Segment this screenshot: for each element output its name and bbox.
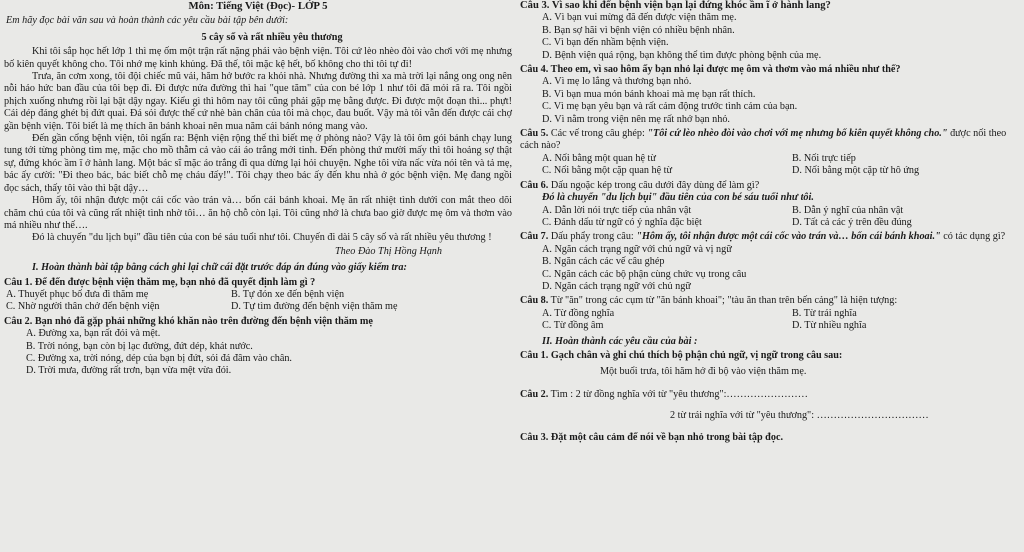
- section2-c2-b[interactable]: 2 từ trái nghĩa với từ "yêu thương": ……………………………: [670, 410, 929, 422]
- story-paragraph-2: Trưa, ăn cơm xong, tôi đội chiếc mũ vải, hăm hở bước ra khỏi nhà. Nhưng đường thì xa mà trời lại nắng ong ong nên nỗi háo hức ban đầu của tôi bẹp đi. Đi được nửa đường thì hai "que tăm" của con bé lớp 1 như tôi đã mỏi rã ra. Tôi ngồi phịch xuống nhưng rồi lại bật dậy ngay. Kiểu gì thì hôm nay tôi cũng phải gặp mẹ bằng được. Đi được một đoạn thì... phựt! Cái dép đáng ghét bị đứt quai. Đá sỏi được thể cứ nhè bàn chân của tôi mà chọc, đau buốt. Vậy mà tôi vẫn đến được cái chợ gần bệnh viện. Tôi biết là mẹ thích ăn bánh khoai nên mua năm cái bánh nóng mang vào.: [4, 71, 512, 132]
- q7-option-b[interactable]: B. Ngăn cách các vế câu ghép: [542, 256, 665, 268]
- q4-question: Câu 4. Theo em, vì sao hôm ấy bạn nhỏ lại được mẹ ôm và thơm vào má nhiều như thế?: [520, 64, 901, 76]
- section2-c1: Câu 1. Gạch chân và ghi chú thích bộ phận chủ ngữ, vị ngữ trong câu sau:: [520, 349, 843, 361]
- q5-tail: được nối theo cách nào?: [520, 128, 1007, 152]
- q1-option-d[interactable]: D. Tự tìm đường đến bệnh viện thăm mẹ: [231, 301, 398, 313]
- story-paragraph-3: Đến gần cổng bệnh viện, tôi ngẩn ra: Bệnh viện rộng thế thì biết mẹ ở phòng nào? Vậy là tôi ôm gói bánh chạy lung tung tới từng phòng tìm mẹ, mặc cho mồ thẫm cả vào cái áo trắng mới tinh. Đến phòng thứ mười mấy thì tôi hoảng sợ thật sự, đứng khóc ầm ĩ ở hành lang. Một bác sĩ mặc áo trắng đi qua dừng lại hỏi chuyện. Nghe tôi vừa nấc vừa nói tên và tả mẹ, bác ấy cười: "Đi theo bác, bác biết chỗ mẹ cháu đấy!". Tôi chạy theo bác ấy đến khu nhà ở góc bệnh viện. Mẹ đang ngồi đọc sách, thấy tôi vào thì bật dậy…: [4, 133, 512, 194]
- q5-option-a[interactable]: A. Nối bằng một quan hệ từ: [542, 152, 656, 164]
- q2-option-b[interactable]: B. Trời nóng, bạn còn bị lạc đường, đứt dép, khát nước.: [26, 340, 253, 352]
- q8-option-b[interactable]: B. Từ trái nghĩa: [792, 307, 857, 319]
- q3-option-d[interactable]: D. Bệnh viện quá rộng, bạn không thể tìm được phòng bệnh của mẹ.: [542, 49, 822, 61]
- section2-heading: II. Hoàn thành các yêu cầu của bài :: [542, 335, 698, 347]
- q7-option-a[interactable]: A. Ngăn cách trạng ngữ với chủ ngữ và vị ngữ: [542, 243, 732, 255]
- q7-label: Câu 7.: [520, 231, 549, 243]
- q8-label: Câu 8.: [520, 295, 549, 307]
- section1-heading: [4, 262, 512, 274]
- q7-option-d[interactable]: D. Ngăn cách trạng ngữ với chủ ngữ: [542, 280, 691, 292]
- q6-options: [520, 205, 1020, 230]
- section1-number: I.: [32, 262, 39, 274]
- story-paragraph-1: Khi tôi sắp học hết lớp 1 thì mẹ ốm một trận rất nặng phải vào bệnh viện. Tôi cứ lèo nhèo đòi vào chơi với mẹ nhưng bố kiên quyết không cho. Tôi nhớ mẹ kinh khủng. Đã thế, tôi mặc kệ hết, bố không cho thì tôi tự đi!: [4, 46, 512, 70]
- q8-option-d[interactable]: D. Từ nhiều nghĩa: [792, 320, 867, 332]
- q2-question: Câu 2. Bạn nhỏ đã gặp phải những khó khăn nào trên đường đến bệnh viện thăm mẹ: [4, 315, 373, 327]
- q6-question: [520, 180, 1020, 192]
- q7-tail: có tác dụng gì?: [940, 231, 1006, 243]
- q4-option-d[interactable]: D. Vì nằm trong viện nên mẹ rất nhớ bạn nhỏ.: [542, 113, 730, 125]
- q3-option-c[interactable]: C. Vì bạn đến nhầm bệnh viện.: [542, 37, 669, 49]
- q6-text: Dấu ngoặc kép trong câu dưới đây dùng để làm gì?: [548, 179, 760, 191]
- q3-option-b[interactable]: B. Bạn sợ hãi vì bệnh viện có nhiều bệnh nhân.: [542, 24, 735, 36]
- q5-options: [520, 153, 1020, 178]
- story-author: Theo Đào Thị Hồng Hạnh: [335, 245, 442, 257]
- q8-question: [520, 295, 1020, 307]
- q7-text: Dấu phẩy trong câu:: [548, 231, 637, 243]
- q3-option-a[interactable]: A. Vì bạn vui mừng đã đến được viện thăm mẹ.: [542, 12, 737, 24]
- q2-option-c[interactable]: C. Đường xa, trời nóng, dép của bạn bị đứt, sỏi đá đâm vào chân.: [26, 352, 292, 364]
- q5-label: Câu 5.: [520, 128, 549, 140]
- q7-quote: "Hôm ấy, tôi nhận được một cái cốc vào trán và… bốn cái bánh khoai.": [636, 231, 941, 243]
- section2-c2-label: Câu 2.: [520, 388, 549, 400]
- q4-option-a[interactable]: A. Vì mẹ lo lắng và thương bạn nhỏ.: [542, 76, 692, 88]
- q5-quote: "Tôi cứ lèo nhèo đòi vào chơi với mẹ nhưng bố kiên quyết không cho.": [647, 128, 948, 140]
- q8-text: Từ "ăn" trong các cụm từ "ăn bánh khoai"; "tàu ăn than trên bến cảng" là hiện tượng:: [548, 295, 898, 307]
- right-column: [520, 0, 1020, 444]
- section2-c1-sentence: Một buổi trưa, tôi hăm hở đi bộ vào viện thăm mẹ.: [600, 366, 807, 378]
- q1-option-b[interactable]: B. Tự đón xe đến bệnh viện: [231, 288, 345, 300]
- q6-sentence: Đó là chuyến "du lịch bụi" đầu tiên của con bé sáu tuổi như tôi.: [542, 192, 814, 204]
- q6-option-d[interactable]: D. Tất cả các ý trên đều đúng: [792, 216, 912, 228]
- q8-options: [520, 308, 1020, 333]
- section1-text: Hoàn thành bài tập bằng cách ghi lại chữ cái đặt trước đáp án đúng vào giấy kiểm tra:: [38, 262, 407, 274]
- q6-option-a[interactable]: A. Dẫn lời nói trực tiếp của nhân vật: [542, 204, 692, 216]
- q5-option-c[interactable]: C. Nối bằng một cặp quan hệ từ: [542, 165, 673, 177]
- q5-question: [520, 128, 1020, 153]
- q2-options: [4, 328, 512, 378]
- q5-option-d[interactable]: D. Nối bằng một cặp từ hô ứng: [792, 165, 920, 177]
- instruction: Em hãy đọc bài văn sau và hoàn thành các yêu cầu bài tập bên dưới:: [6, 15, 289, 27]
- q5-text: Các vế trong câu ghép:: [548, 128, 648, 140]
- exam-title: Môn: Tiếng Việt (Đọc)- LỚP 5: [188, 0, 328, 12]
- q7-options: [520, 244, 1020, 294]
- q5-option-b[interactable]: B. Nối trực tiếp: [792, 152, 856, 164]
- q1-question: Câu 1. Để đến được bệnh viện thăm mẹ, bạn nhỏ đã quyết định làm gì ?: [4, 276, 316, 288]
- q2-option-a[interactable]: A. Đường xa, bạn rất đói và mệt.: [26, 328, 161, 340]
- q8-option-a[interactable]: A. Từ đồng nghĩa: [542, 307, 615, 319]
- q6-label: Câu 6.: [520, 179, 549, 191]
- q2-option-d[interactable]: D. Trời mưa, đường rất trơn, bạn vừa mệt vừa đói.: [26, 365, 232, 377]
- q1-option-a[interactable]: A. Thuyết phục bố đưa đi thăm mẹ: [6, 288, 149, 300]
- story-paragraph-5: Đó là chuyến "du lịch bụi" đầu tiên của con bé sáu tuổi như tôi. Chuyến đi dài 5 cây số và rất nhiều yêu thương !: [32, 232, 492, 244]
- left-column: [4, 0, 512, 378]
- q1-options: [4, 289, 512, 314]
- q4-option-c[interactable]: C. Vì mẹ bạn yêu bạn và rất cảm động trước tình cảm của bạn.: [542, 101, 798, 113]
- q3-question: Câu 3. Vì sao khi đến bệnh viện bạn lại đứng khóc ầm ĩ ở hành lang?: [520, 0, 831, 11]
- q1-option-c[interactable]: C. Nhờ người thân chở đến bệnh viện: [6, 301, 160, 313]
- section2-c3: Câu 3. Đặt một câu cảm để nói về bạn nhỏ trong bài tập đọc.: [520, 431, 784, 443]
- story-paragraph-4: Hôm ấy, tôi nhận được một cái cốc vào trán và… bốn cái bánh khoai. Mẹ ăn rất nhiệt tình dưới con mắt theo dõi chăm chú của tôi và cũng rất nhiệt tình nhờ tôi… ăn hộ chỗ còn lại. Tôi cũng nhớ là chưa bao giờ được mẹ ôm và thơm vào má nhiều như thế….: [4, 195, 512, 231]
- section2-c2: [520, 389, 1020, 401]
- q7-option-c[interactable]: C. Ngăn cách các bộ phận cùng chức vụ trong câu: [542, 268, 747, 280]
- q4-options: [520, 76, 1020, 126]
- section2-c2-a[interactable]: Tìm : 2 từ đồng nghĩa với từ "yêu thương":……………………: [548, 388, 808, 400]
- q6-option-b[interactable]: B. Dẫn ý nghĩ của nhân vật: [792, 204, 904, 216]
- q3-options: [520, 12, 1020, 62]
- q4-option-b[interactable]: B. Vì bạn mua món bánh khoai mà mẹ bạn rất thích.: [542, 88, 756, 100]
- q7-question: [520, 231, 1020, 243]
- q8-option-c[interactable]: C. Từ đồng âm: [542, 320, 604, 332]
- story-title: 5 cây số và rất nhiều yêu thương: [201, 31, 343, 43]
- q6-option-c[interactable]: C. Đánh dấu từ ngữ có ý nghĩa đặc biệt: [542, 216, 702, 228]
